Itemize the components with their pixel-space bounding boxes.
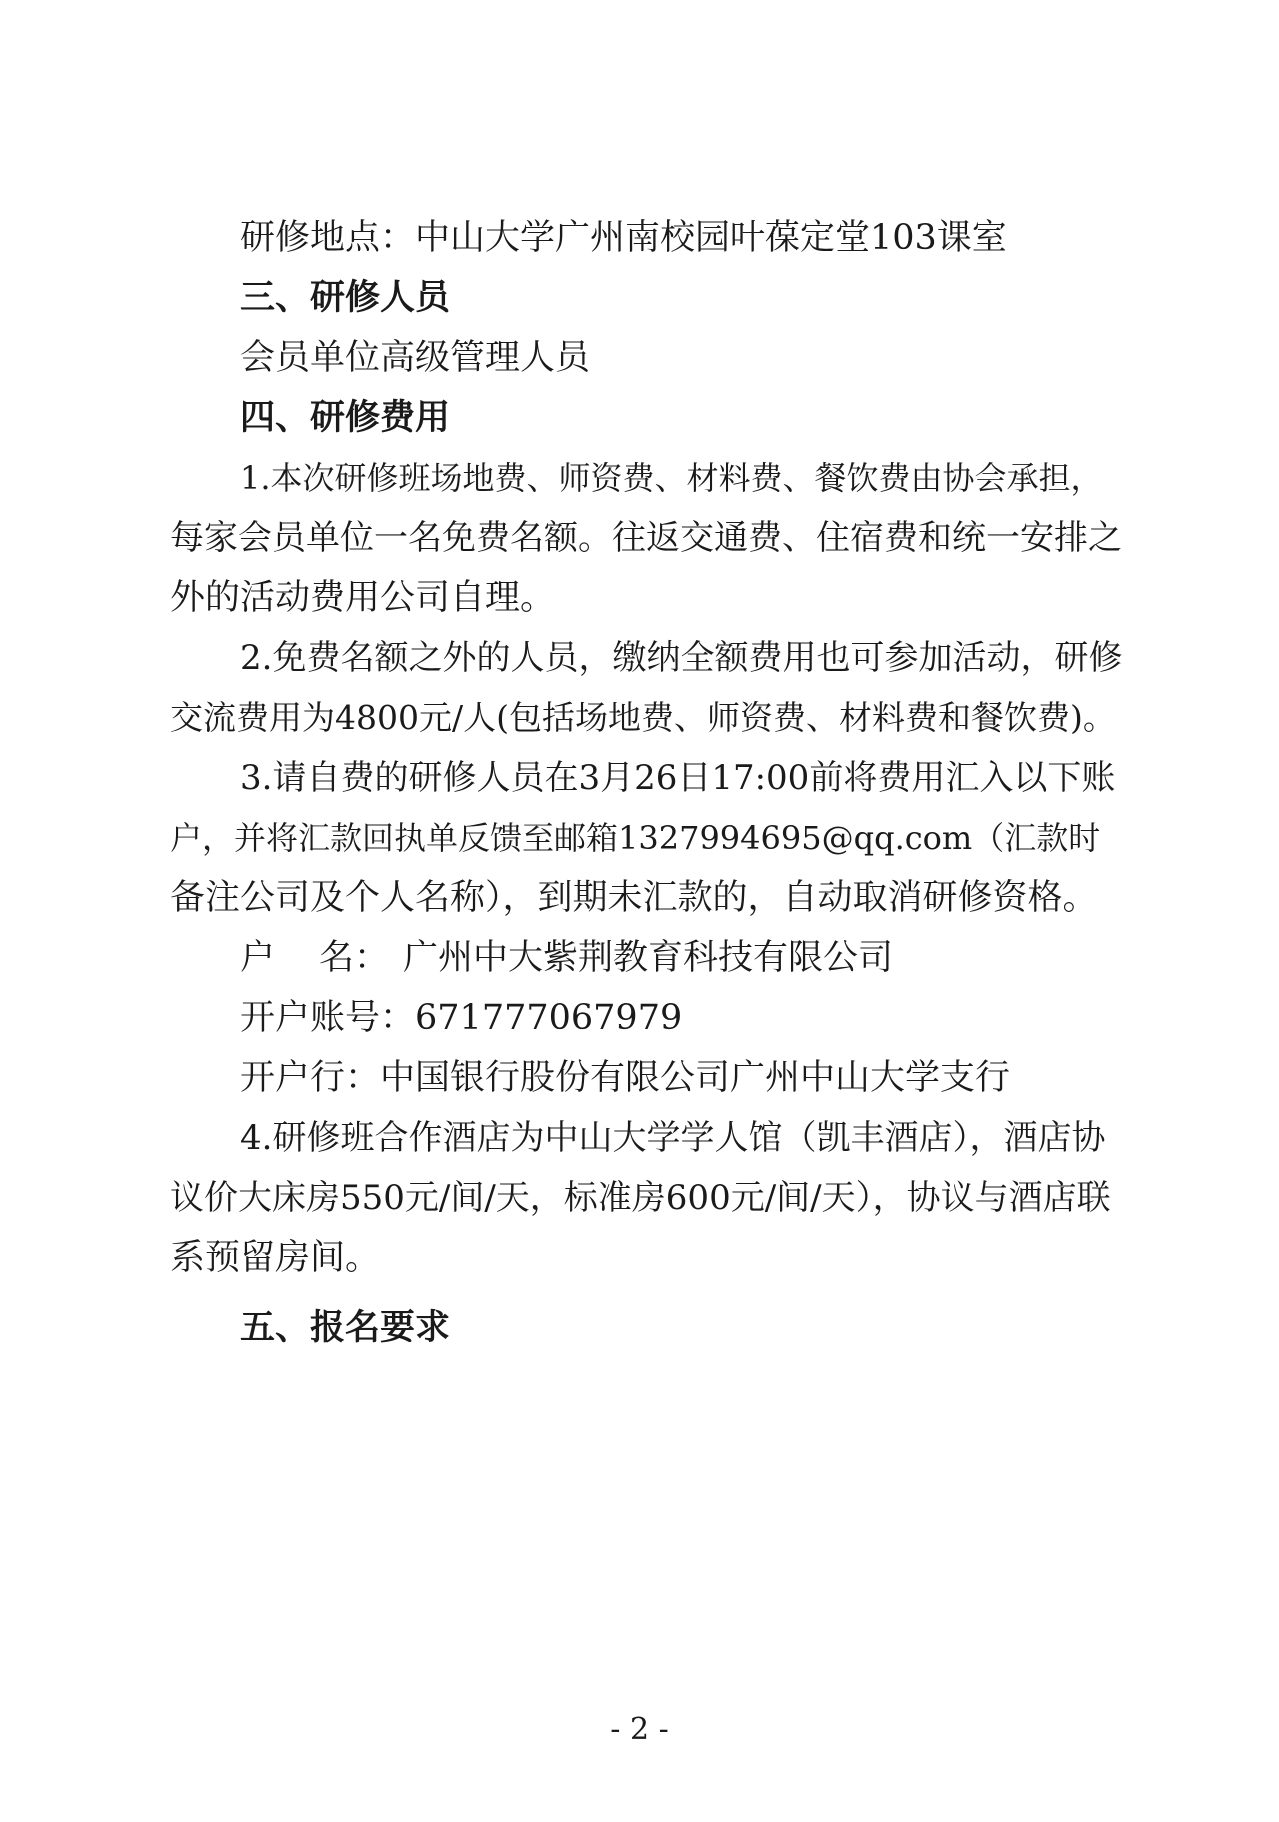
paragraph-line: 4.研修班合作酒店为中山大学学人馆（凯丰酒店），酒店协 — [240, 1118, 1106, 1158]
account-name-label-part1: 户 — [240, 938, 276, 978]
page-number: - 2 - — [610, 1712, 669, 1747]
account-bank-line — [240, 1056, 1195, 1100]
paragraph-line: 每家会员单位一名免费名额。往返交通费、住宿费和统一安排之 — [170, 518, 1122, 558]
account-number-value: 671777067979 — [415, 998, 683, 1038]
paragraph-line: 2.免费名额之外的人员，缴纳全额费用也可参加活动，研修 — [240, 638, 1123, 678]
account-number-line — [240, 996, 1195, 1040]
account-bank-label: 开户行： — [240, 1058, 381, 1098]
account-bank-value: 中国银行股份有限公司广州中山大学支行 — [380, 1058, 1011, 1098]
location-line: 研修地点：中山大学广州南校园叶葆定堂103课室 — [240, 218, 1007, 258]
paragraph-line: 3.请自费的研修人员在3月26日17:00前将费用汇入以下账 — [240, 758, 1116, 798]
paragraph-line: 系预留房间。 — [170, 1238, 381, 1278]
account-name-value: 广州中大紫荆教育科技有限公司 — [403, 938, 894, 978]
paragraph-line: 交流费用为4800元/人(包括场地费、师资费、材料费和餐饮费)。 — [170, 698, 1116, 737]
paragraph-line: 备注公司及个人名称），到期未汇款的，自动取消研修资格。 — [170, 878, 1098, 918]
paragraph-line: 外的活动费用公司自理。 — [170, 578, 556, 618]
section4-heading: 四、研修费用 — [240, 398, 451, 438]
paragraph-line: 1.本次研修班场地费、师资费、材料费、餐饮费由协会承担， — [240, 459, 1103, 497]
account-number-label: 开户账号： — [240, 998, 416, 1038]
section3-heading: 三、研修人员 — [240, 278, 451, 318]
paragraph-line: 议价大床房550元/间/天，标准房600元/间/天），协议与酒店联 — [170, 1178, 1111, 1218]
section5-heading: 五、报名要求 — [240, 1308, 451, 1348]
section3-body: 会员单位高级管理人员 — [240, 338, 591, 378]
account-name-line — [240, 936, 1195, 980]
account-name-label-part2: 名： — [319, 938, 390, 978]
paragraph-line: 户，并将汇款回执单反馈至邮箱1327994695@qq.com（汇款时 — [170, 819, 1101, 857]
